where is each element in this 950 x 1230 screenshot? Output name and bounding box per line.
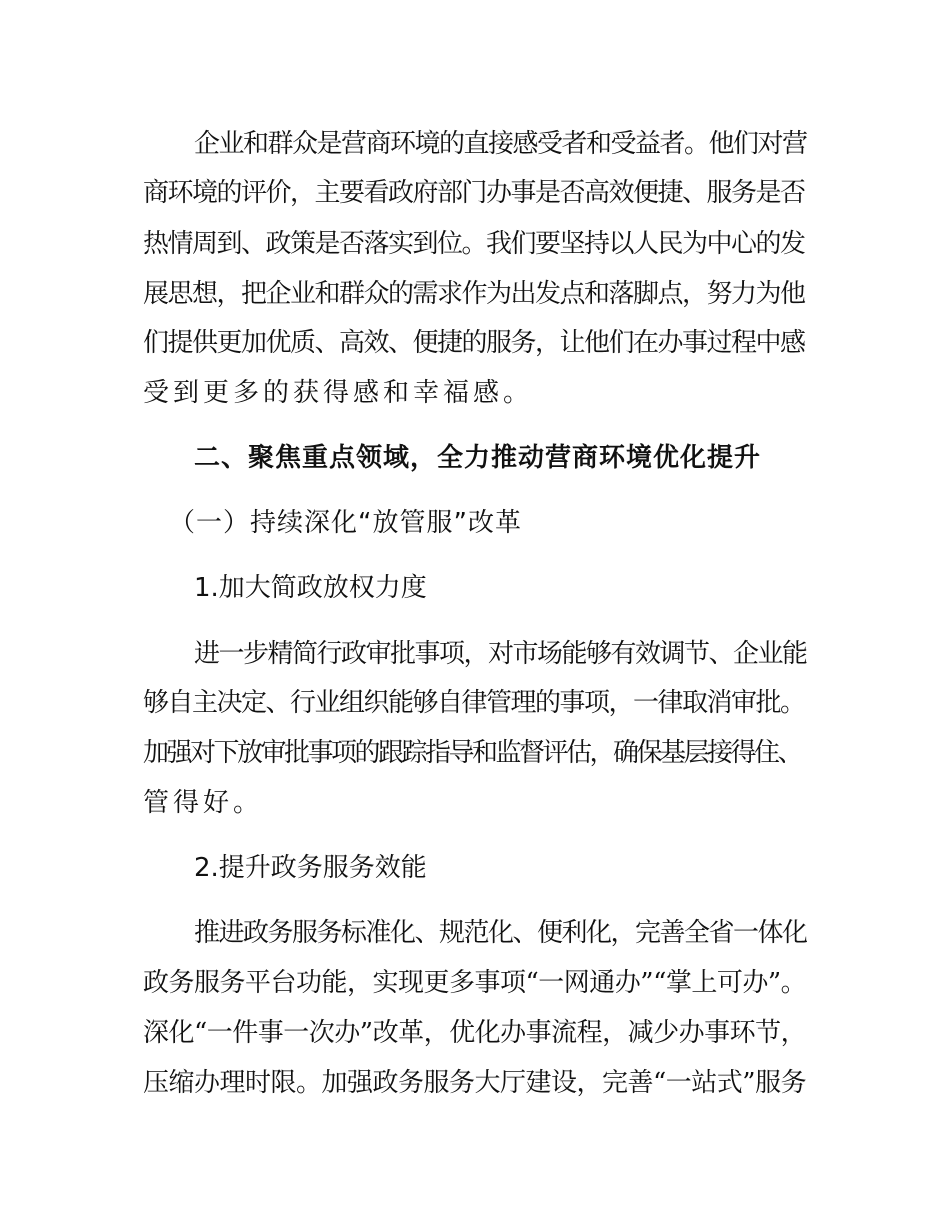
paragraph-line: 加强对下放审批事项的跟踪指导和监督评估，确保基层接得住、 — [143, 738, 802, 768]
paragraph-line: 企业和群众是营商环境的直接感受者和受益者。他们对营 — [194, 129, 807, 159]
paragraph-line: 们提供更加优质、高效、便捷的服务，让他们在办事过程中感 — [143, 328, 805, 358]
paragraph-line: 商环境的评价，主要看政府部门办事是否高效便捷、服务是否 — [143, 178, 805, 208]
section-heading: 二、聚焦重点领域，全力推动营商环境优化提升 — [194, 443, 762, 473]
item-heading: 2.提升政务服务效能 — [194, 853, 427, 883]
paragraph-line: 够自主决定、行业组织能够自律管理的事项，一律取消审批。 — [143, 688, 805, 718]
item-heading: 1.加大简政放权力度 — [194, 573, 427, 603]
paragraph-line: 管得好。 — [143, 788, 264, 818]
paragraph-line: 受到更多的获得感和幸福感。 — [143, 378, 534, 408]
paragraph-line: 推进政务服务标准化、规范化、便利化，完善全省一体化 — [194, 918, 807, 948]
paragraph-line: 政务服务平台功能，实现更多事项“一网通办”“掌上可办”。 — [143, 968, 807, 998]
paragraph-line: 深化“一件事一次办”改革，优化办事流程，减少办事环节， — [143, 1018, 807, 1048]
paragraph-line: 进一步精简行政审批事项，对市场能够有效调节、企业能 — [194, 639, 807, 669]
paragraph-line: 展思想，把企业和群众的需求作为出发点和落脚点，努力为他 — [143, 279, 805, 309]
subsection-heading: （一）持续深化“放管服”改革 — [169, 508, 522, 538]
paragraph-line: 压缩办理时限。加强政务服务大厅建设，完善“一站式”服务 — [143, 1068, 807, 1098]
paragraph-line: 热情周到、政策是否落实到位。我们要坚持以人民为中心的发 — [143, 229, 805, 259]
